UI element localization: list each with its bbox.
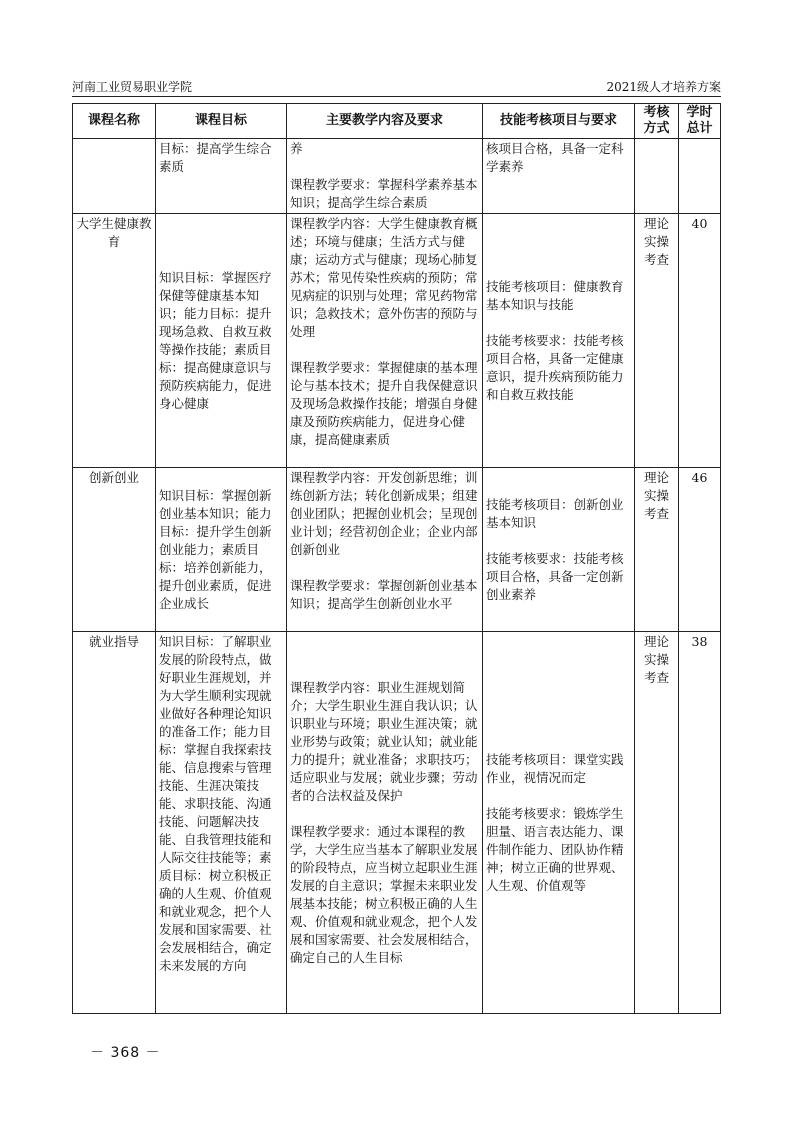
table-row <box>73 632 721 1014</box>
course-name <box>73 139 156 214</box>
table-row <box>73 468 721 632</box>
requirement-text: 课程教学要求：掌握科学素养基本知识；提高学生综合素质 <box>290 177 478 210</box>
col-header-course-goal: 课程目标 <box>156 104 287 139</box>
plan-title: 2021级人才培养方案 <box>606 80 721 94</box>
course-goal-text: 知识目标：了解职业发展的阶段特点，做好职业生涯规划，并为大学生顺利实现就业做好各种理论知识的准备工作；能力目标：掌握自我探索技能、信息搜索与管理技能、生涯决策技能、求职技能、沟通技能、问题解决技能、自我管理技能和人际交往技能等；素质目标：树立积极正确的人生观、价值观和就业观念，把个人发展和国家需要、社会发展相结合，确定未来发展的方向 <box>159 634 272 973</box>
school-name: 河南工业贸易职业学院 <box>72 80 193 94</box>
course-content <box>287 468 483 632</box>
course-content <box>287 632 483 1014</box>
skill-requirement-text: 技能考核要求：技能考核项目合格，具备一定创新创业素养 <box>486 550 624 602</box>
assessment-method: 理论实操考查 <box>635 632 679 1014</box>
assessment-method <box>635 139 679 214</box>
skill-item-text: 技能考核项目：课堂实践作业，视情况而定 <box>486 751 624 785</box>
page-header <box>72 76 721 97</box>
assessment-method: 理论实操考查 <box>635 468 679 632</box>
course-goal-text: 目标：提高学生综合素质 <box>159 141 272 174</box>
col-header-total-hours: 学时总计 <box>679 104 721 139</box>
skill-item-text: 技能考核项目：创新创业基本知识 <box>486 496 624 530</box>
assessment-method: 理论实操考查 <box>635 214 679 468</box>
requirement-text: 课程教学要求：掌握健康的基本理论与基本技术；提升自我保健意识及现场急救操作技能；增强自身健康及预防疾病能力，促进身心健康，提高健康素质 <box>290 360 478 447</box>
table-row <box>73 139 721 214</box>
course-goal-text: 知识目标：掌握创新创业基本知识；能力目标：提升学生创新创业能力；素质目标：培养创新能力，提升创业素质，促进企业成长 <box>159 487 272 611</box>
col-header-course-name: 课程名称 <box>73 104 156 139</box>
table-header-row <box>73 104 721 139</box>
skill-requirement-text: 技能考核要求：技能考核项目合格，具备一定健康意识，提升疾病预防能力和自救互救技能 <box>486 332 624 402</box>
course-goal <box>156 214 287 468</box>
skill-item-text: 技能考核项目：健康教育基本知识与技能 <box>486 278 624 312</box>
skill-requirement-text: 技能考核要求：锻炼学生胆量、语言表达能力、课件制作能力、团队协作精神；树立正确的世界观、人生观、价值观等 <box>486 805 624 893</box>
skill-assessment <box>483 468 635 632</box>
skill-assessment <box>483 139 635 214</box>
page-number: － 368 － <box>90 1045 161 1061</box>
course-name: 就业指导 <box>73 632 156 1014</box>
total-hours <box>679 139 721 214</box>
content-text: 课程教学内容：大学生健康教育概述；环境与健康；生活方式与健康；运动方式与健康；现场心肺复苏术；常见传染性疾病的预防；常见病症的识别与处理；常见药物常识；急救技术；意外伤害的预防与处理 <box>290 216 478 339</box>
course-goal <box>156 632 287 1014</box>
col-header-assessment-method: 考核方式 <box>635 104 679 139</box>
course-goal-text: 知识目标：掌握医疗保健等健康基本知识；能力目标：提升现场急救、自救互救等操作技能；素质目标：提高健康意识与预防疾病能力，促进身心健康 <box>159 269 272 411</box>
course-goal <box>156 139 287 214</box>
total-hours: 46 <box>679 468 721 632</box>
course-content <box>287 214 483 468</box>
skill-assessment <box>483 632 635 1014</box>
total-hours: 38 <box>679 632 721 1014</box>
skill-item-text: 核项目合格，具备一定科学素养 <box>486 141 624 174</box>
curriculum-table <box>72 103 721 1014</box>
course-name: 创新创业 <box>73 468 156 632</box>
skill-assessment <box>483 214 635 468</box>
content-text: 课程教学内容：职业生涯规划简介；大学生职业生涯自我认识；认识职业与环境；职业生涯决策；就业形势与政策；就业认知；就业能力的提升；就业准备；求职技巧；适应职业与发展；就业步骤；劳动者的合法权益及保护 <box>290 679 478 803</box>
course-goal <box>156 468 287 632</box>
requirement-text: 课程教学要求：掌握创新创业基本知识；提高学生创新创业水平 <box>290 578 478 611</box>
content-text: 课程教学内容：开发创新思维；训练创新方法；转化创新成果；组建创业团队；把握创业机会；呈现创业计划；经营初创企业；企业内部创新创业 <box>290 470 478 557</box>
course-name: 大学生健康教育 <box>73 214 156 468</box>
course-content <box>287 139 483 214</box>
col-header-skill-assessment: 技能考核项目与要求 <box>483 104 635 139</box>
table-row <box>73 214 721 468</box>
col-header-content: 主要教学内容及要求 <box>287 104 483 139</box>
requirement-text: 课程教学要求：通过本课程的教学，大学生应当基本了解职业发展的阶段特点，应当树立起职业生涯发展的自主意识；掌握未来职业发展基本技能；树立积极正确的人生观、价值观和就业观念，把个人发展和国家需要、社会发展相结合，确定自己的人生目标 <box>290 823 478 965</box>
content-text: 养 <box>290 141 303 156</box>
total-hours: 40 <box>679 214 721 468</box>
